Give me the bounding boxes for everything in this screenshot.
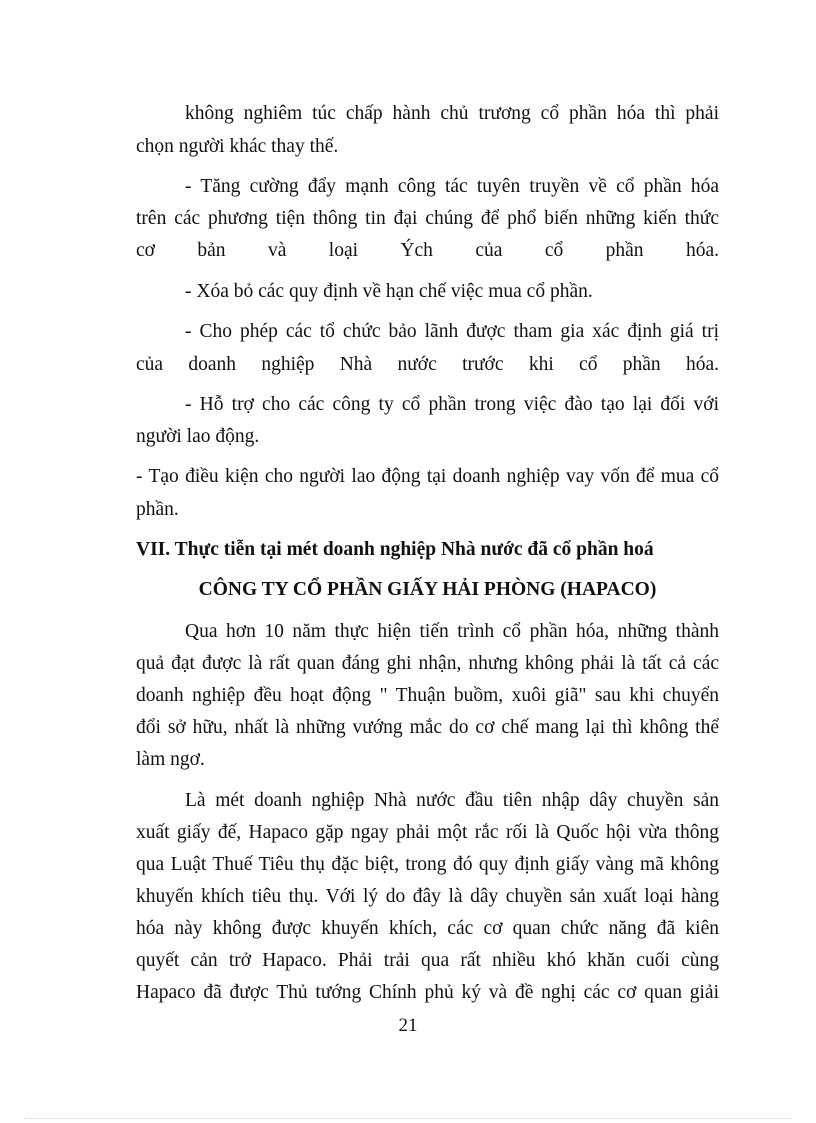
text-line: làm ngơ. (136, 749, 205, 770)
company-heading: CÔNG TY CỔ PHẦN GIẤY HẢI PHÒNG (HAPACO) (198, 579, 657, 600)
page-number: 21 (398, 1015, 418, 1036)
text-line: qua Luật Thuế Tiêu thụ đặc biệt, trong đó quy định giấy vàng mã không (136, 854, 719, 875)
text-line: - Tăng cường đẩy mạnh công tác tuyên truyền về cổ phần hóa (185, 176, 719, 197)
text-line: Hapaco đã được Thủ tướng Chính phủ ký và đề nghị các cơ quan giải (136, 982, 719, 1003)
text-line: - Xóa bỏ các quy định về hạn chế việc mua cổ phần. (185, 281, 593, 302)
text-line: Qua hơn 10 năm thực hiện tiến trình cổ phần hóa, những thành (185, 621, 719, 642)
text-line: Là mét doanh nghiệp Nhà nước đầu tiên nhập dây chuyền sản (185, 790, 719, 811)
text-line: của doanh nghiệp Nhà nước trước khi cổ phần hóa. (136, 354, 719, 375)
text-line: doanh nghiệp đều hoạt động " Thuận buồm, xuôi giã" sau khi chuyển (136, 685, 719, 706)
section-heading: VII. Thực tiễn tại mét doanh nghiệp Nhà nước đã cổ phần hoá (136, 539, 654, 560)
text-line: khuyến khích tiêu thụ. Với lý do đây là dây chuyền sản xuất loại hàng (136, 886, 719, 907)
text-line: hóa này không được khuyến khích, các cơ quan chức năng đã kiên (136, 918, 719, 939)
page-divider (24, 1118, 792, 1119)
text-line: - Tạo điều kiện cho người lao động tại doanh nghiệp vay vốn để mua cổ (136, 466, 719, 487)
text-line: - Cho phép các tổ chức bảo lãnh được tham gia xác định giá trị (185, 321, 719, 342)
text-line: đổi sở hữu, nhất là những vướng mắc do cơ chế mang lại thì không thể (136, 717, 719, 738)
text-line: chọn người khác thay thế. (136, 136, 339, 157)
text-line: cơ bản và loại Ých của cổ phần hóa. (136, 240, 719, 261)
text-line: không nghiêm túc chấp hành chủ trương cổ phần hóa thì phải (185, 103, 719, 124)
text-line: phần. (136, 499, 179, 520)
text-line: quyết cản trở Hapaco. Phải trải qua rất nhiều khó khăn cuối cùng (136, 950, 719, 971)
text-line: xuất giấy đế, Hapaco gặp ngay phải một rắc rối là Quốc hội vừa thông (136, 822, 719, 843)
text-line: quả đạt được là rất quan đáng ghi nhận, nhưng không phải là tất cả các (136, 653, 719, 674)
text-line: - Hỗ trợ cho các công ty cổ phần trong việc đào tạo lại đối với (185, 394, 719, 415)
text-line: người lao động. (136, 426, 260, 447)
text-line: trên các phương tiện thông tin đại chúng để phổ biến những kiến thức (136, 208, 719, 229)
